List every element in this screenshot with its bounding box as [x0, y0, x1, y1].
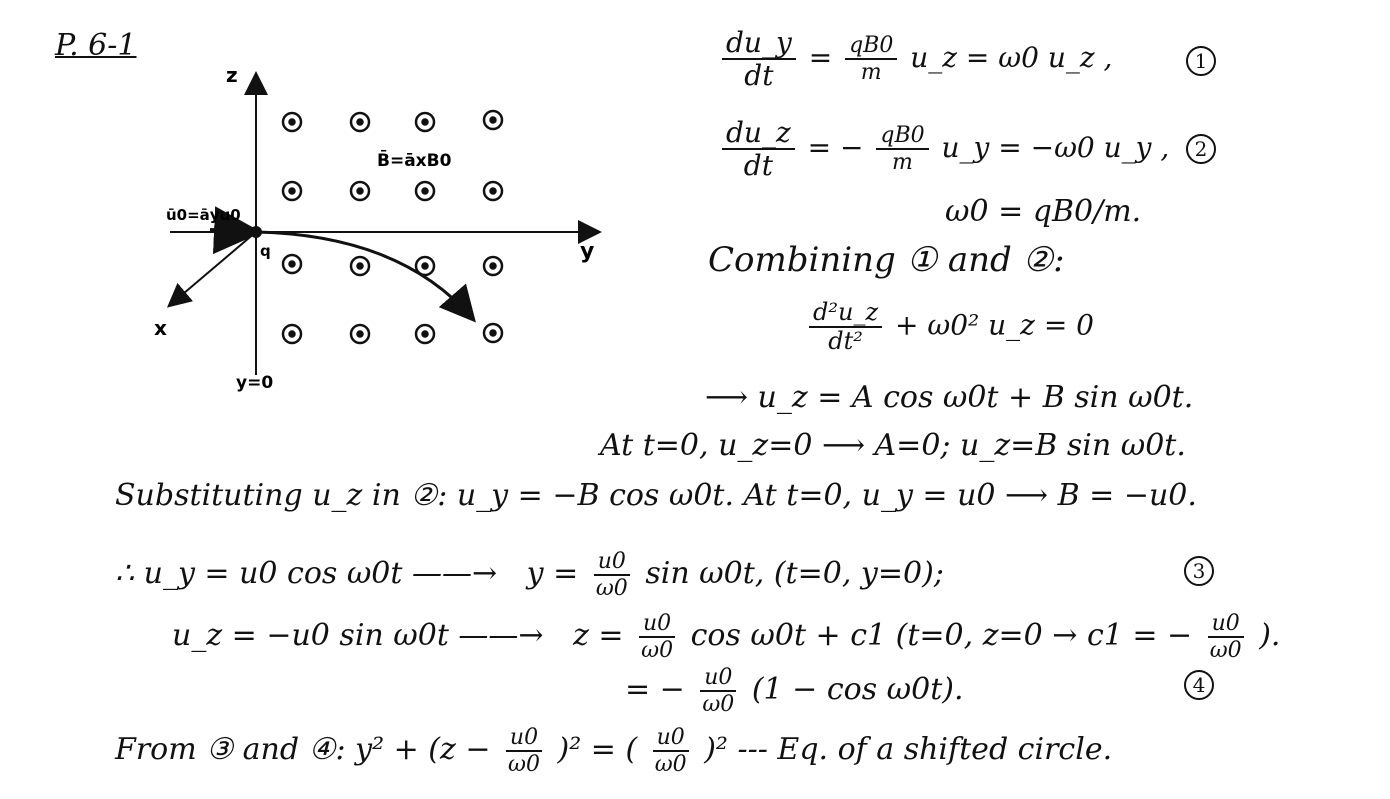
final-circle-equation: From ③ and ④: y² + (z − $\frac{u0}{\omega 0}$ )² = ( $\frac{u0}{\omega 0}$ )² --- Eq. of a shifted circle.: [115, 725, 1113, 778]
plane-label: y=0: [236, 373, 274, 393]
uy-line: ∴ u_y = u0 cos ω0t ——→ y = $\frac{u0}{\omega 0}$ sin ω0t, (t=0, y=0);: [115, 549, 944, 602]
field-dots: [283, 111, 502, 343]
z-simplified-line: = − $\frac{u0}{\omega 0}$ (1 − cos ω0t).: [625, 665, 964, 718]
substituting-line: Substituting u_z in ②: u_y = −B cos ω0t. At t=0, u_y = u0 ⟶ B = −u0.: [115, 478, 1197, 513]
omega-definition: ω0 = qB0/m.: [945, 194, 1142, 229]
velocity-arrow: [210, 230, 254, 232]
equation-2-tag: 2: [1186, 134, 1216, 164]
x-axis-label: x: [154, 316, 167, 340]
field-label: B̄=āxB0: [377, 151, 452, 171]
field-diagram: [150, 60, 620, 400]
y-axis-label: y: [580, 239, 595, 264]
equation-3-tag: 3: [1184, 556, 1214, 586]
problem-label: P. 6-1: [55, 28, 137, 63]
initial-condition-1: At t=0, u_z=0 ⟶ A=0; u_z=B sin ω0t.: [600, 428, 1186, 463]
equation-1: $\frac{du\_y}{dt}$ = $\frac{qB0}{m}$ u_z = ω0 u_z ,: [718, 28, 1112, 91]
combining-text: Combining ① and ②:: [708, 240, 1065, 280]
z-axis-label: z: [226, 63, 238, 87]
equation-4-tag: 4: [1184, 670, 1214, 700]
x-axis-line: [170, 232, 256, 305]
velocity-label: ū0=āyu0: [166, 206, 241, 224]
ode-equation: $\frac{\text{d²u\_z}}{\text{dt²}}$ + ω0² u_z = 0: [805, 300, 1094, 354]
uz-line: u_z = −u0 sin ω0t ——→ z = $\frac{u0}{\omega 0}$ cos ω0t + c1 (t=0, z=0 → c1 = − $\frac{u0}{\omega 0}$ ).: [172, 611, 1281, 664]
charge-label: q: [260, 242, 271, 260]
equation-2: $\frac{du\_z}{dt}$ = − $\frac{qB0}{m}$ u_y = −ω0 u_y ,: [718, 118, 1169, 181]
equation-1-tag: 1: [1186, 46, 1216, 76]
general-solution: ⟶ u_z = A cos ω0t + B sin ω0t.: [705, 380, 1194, 415]
